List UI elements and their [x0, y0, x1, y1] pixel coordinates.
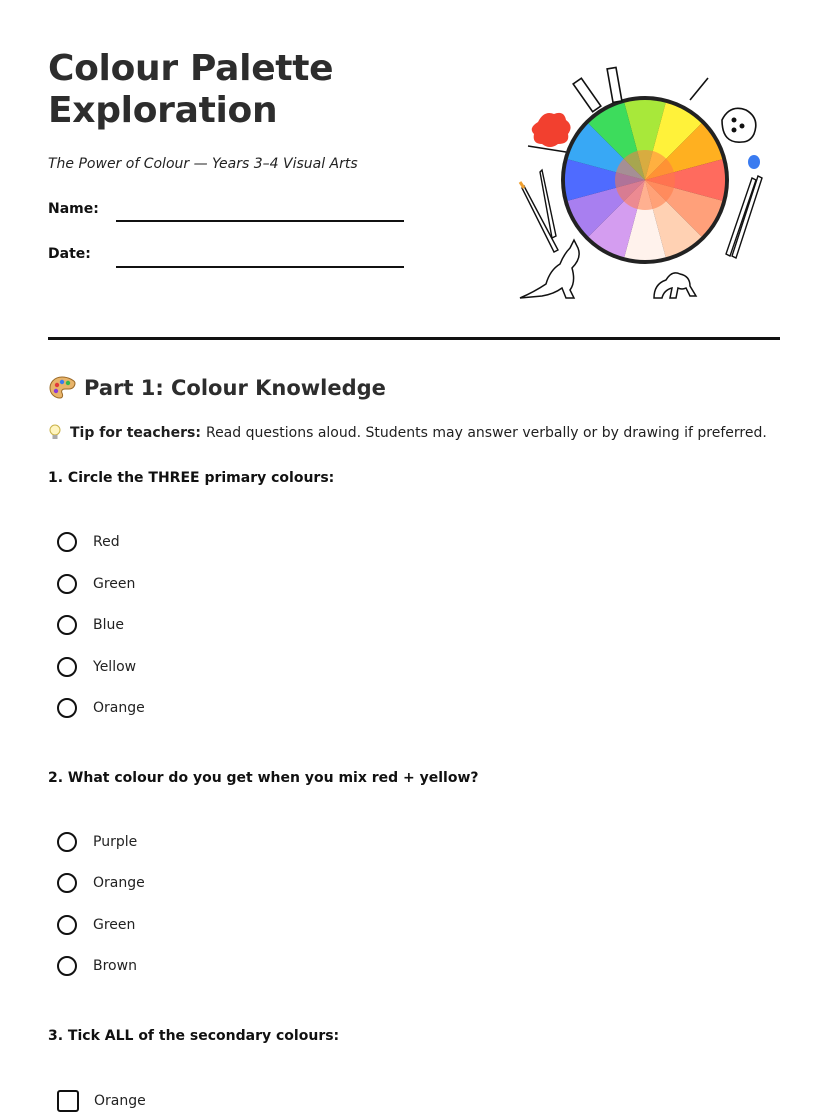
name-field[interactable]: [116, 220, 404, 222]
date-label: Date:: [48, 246, 91, 262]
checkbox[interactable]: [57, 1090, 79, 1112]
option-q2-brown[interactable]: [57, 956, 137, 976]
radio-button[interactable]: [57, 873, 77, 893]
artist-palette-icon: [48, 374, 76, 402]
colour-wheel-illustration: [510, 60, 780, 310]
option-label: Orange: [94, 1093, 146, 1109]
paintbrush-icon-right: [726, 176, 762, 258]
question-2: 2. What colour do you get when you mix red + yellow?: [48, 770, 479, 786]
blue-paint-drop: [748, 155, 760, 169]
option-q1-blue[interactable]: [57, 615, 124, 635]
option-q1-red[interactable]: [57, 532, 120, 552]
option-label: Orange: [93, 700, 145, 716]
option-q1-yellow[interactable]: [57, 657, 136, 677]
question-3: 3. Tick ALL of the secondary colours:: [48, 1028, 340, 1044]
name-label: Name:: [48, 201, 99, 217]
option-q1-orange[interactable]: [57, 698, 145, 718]
question-1: 1. Circle the THREE primary colours:: [48, 470, 335, 486]
date-field[interactable]: [116, 266, 404, 268]
radio-button[interactable]: [57, 657, 77, 677]
title-line-1: Colour Palette: [48, 48, 334, 89]
option-label: Red: [93, 534, 120, 550]
option-label: Yellow: [93, 659, 137, 675]
radio-button[interactable]: [57, 956, 77, 976]
part1-heading: [48, 374, 386, 402]
colour-wheel: [561, 96, 729, 264]
platypus-icon: [654, 273, 696, 298]
option-label: Green: [93, 576, 136, 592]
subtitle: The Power of Colour — Years 3–4 Visual Arts: [48, 156, 358, 172]
red-paint-blob: [532, 113, 571, 147]
option-label: Blue: [93, 617, 124, 633]
option-q2-orange[interactable]: [57, 873, 145, 893]
option-q2-purple[interactable]: [57, 832, 137, 852]
radio-button[interactable]: [57, 698, 77, 718]
option-label: Orange: [93, 875, 145, 891]
option-label: Brown: [93, 958, 137, 974]
option-q3-orange[interactable]: [57, 1090, 146, 1112]
radio-button[interactable]: [57, 532, 77, 552]
option-label: Purple: [93, 834, 138, 850]
paintbrush-icon: [520, 146, 566, 252]
section-divider: [48, 337, 780, 340]
radio-button[interactable]: [57, 832, 77, 852]
part1-heading-text: Part 1: Colour Knowledge: [84, 376, 386, 400]
option-label: Green: [93, 917, 136, 933]
radio-button[interactable]: [57, 574, 77, 594]
page-title: [48, 48, 333, 132]
radio-button[interactable]: [57, 915, 77, 935]
kangaroo-icon: [520, 240, 579, 298]
teacher-tip: [48, 424, 767, 442]
radio-button[interactable]: [57, 615, 77, 635]
palette-icon: [722, 108, 756, 142]
option-q2-green[interactable]: [57, 915, 135, 935]
option-q1-green[interactable]: [57, 574, 135, 594]
tip-text: Read questions aloud. Students may answer verbally or by drawing if preferred.: [205, 425, 767, 441]
tip-label: Tip for teachers:: [70, 425, 201, 441]
lightbulb-icon: [48, 424, 62, 442]
title-line-2: Exploration: [48, 90, 278, 131]
